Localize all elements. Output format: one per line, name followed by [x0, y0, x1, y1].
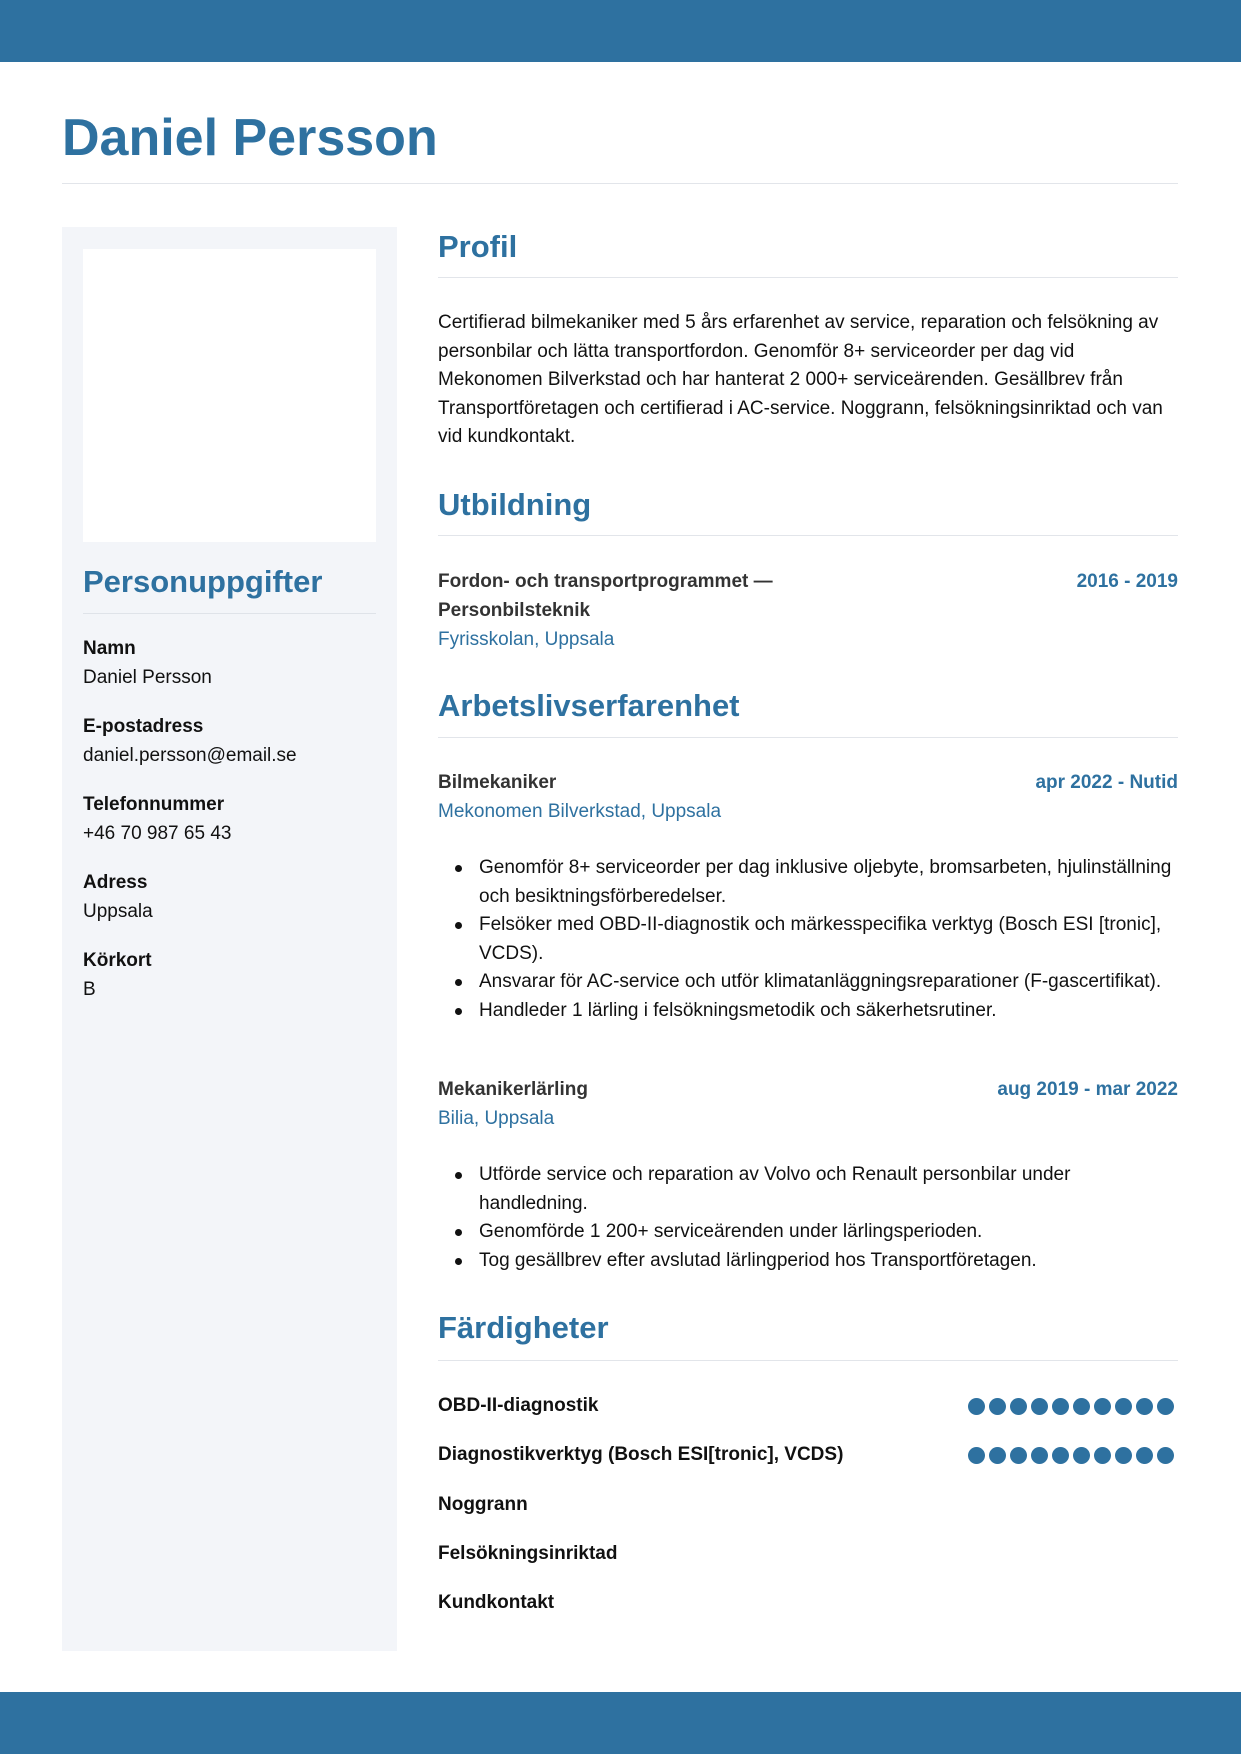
experience-bullets	[438, 1161, 1178, 1275]
info-item-license	[83, 946, 376, 1024]
list-item: Tog gesällbrev efter avslutad lärlingperiod hos Transportföretagen.	[479, 1247, 1178, 1276]
info-label: Körkort	[83, 950, 152, 971]
skill-dot	[1115, 1398, 1132, 1415]
skill-name: OBD-II-diagnostik	[438, 1395, 599, 1416]
top-accent-bar	[0, 0, 1241, 62]
info-value: daniel.persson@email.se	[83, 745, 297, 766]
list-item: Genomför 8+ serviceorder per dag inklusive oljebyte, bromsarbeten, hjulinställning och besiktningsförberedelser.	[479, 854, 1178, 911]
skill-dot	[1157, 1398, 1174, 1415]
profile-heading: Profil	[438, 229, 518, 264]
experience-bullets	[438, 854, 1178, 1026]
skill-dot	[1052, 1398, 1069, 1415]
skill-row	[438, 1440, 1178, 1470]
entry-title: Bilmekaniker	[438, 772, 557, 793]
skill-dot	[1031, 1398, 1048, 1415]
entry-date: 2016 - 2019	[1076, 571, 1178, 592]
info-label: E-postadress	[83, 716, 204, 737]
skill-dot	[1073, 1398, 1090, 1415]
list-item: Genomförde 1 200+ serviceärenden under lärlingsperioden.	[479, 1218, 1178, 1247]
sidebar-divider	[83, 613, 376, 614]
skill-dot	[1094, 1398, 1111, 1415]
info-item-address	[83, 868, 376, 946]
skill-dot	[989, 1398, 1006, 1415]
skill-dot	[968, 1447, 985, 1464]
skill-row	[438, 1391, 1178, 1421]
entry-title: Mekanikerlärling	[438, 1079, 588, 1100]
skill-row	[438, 1588, 1178, 1618]
skill-dot	[1073, 1447, 1090, 1464]
bottom-accent-bar	[0, 1692, 1241, 1754]
personal-info-heading: Personuppgifter	[83, 564, 323, 599]
info-label: Adress	[83, 872, 148, 893]
skill-name: Felsökningsinriktad	[438, 1543, 618, 1564]
experience-entry	[438, 1075, 1178, 1133]
info-value: Daniel Persson	[83, 667, 212, 688]
section-divider	[438, 737, 1178, 738]
experience-entry	[438, 768, 1178, 826]
entry-org: Fyrisskolan, Uppsala	[438, 629, 615, 650]
info-label: Telefonnummer	[83, 794, 225, 815]
entry-date: aug 2019 - mar 2022	[997, 1079, 1178, 1100]
section-divider	[438, 535, 1178, 536]
entry-title: Fordon- och transportprogrammet — Personbilsteknik	[438, 571, 773, 621]
skill-dot	[1136, 1447, 1153, 1464]
personal-info-list	[83, 634, 376, 1024]
info-item-name	[83, 634, 376, 712]
skill-dot	[989, 1447, 1006, 1464]
info-value: B	[83, 979, 96, 1000]
section-divider	[438, 1360, 1178, 1361]
education-heading: Utbildning	[438, 487, 592, 522]
info-value: +46 70 987 65 43	[83, 823, 232, 844]
skill-dot	[1031, 1447, 1048, 1464]
experience-heading: Arbetslivserfarenhet	[438, 688, 740, 723]
list-item: Handleder 1 lärling i felsökningsmetodik och säkerhetsrutiner.	[479, 997, 1178, 1026]
skill-dot	[1010, 1398, 1027, 1415]
title-divider	[62, 183, 1178, 184]
sidebar	[62, 227, 397, 1651]
skill-row	[438, 1539, 1178, 1569]
skill-name: Diagnostikverktyg (Bosch ESI[tronic], VCDS)	[438, 1444, 844, 1465]
skill-dot	[1136, 1398, 1153, 1415]
info-item-phone	[83, 790, 376, 868]
skill-name: Kundkontakt	[438, 1592, 555, 1613]
list-item: Utförde service och reparation av Volvo och Renault personbilar under handledning.	[479, 1161, 1178, 1218]
skill-level-dots	[968, 1447, 1174, 1464]
skill-row	[438, 1490, 1178, 1520]
page-title: Daniel Persson	[62, 109, 438, 167]
info-label: Namn	[83, 638, 136, 659]
info-value: Uppsala	[83, 901, 153, 922]
skill-dot	[1010, 1447, 1027, 1464]
skill-name: Noggrann	[438, 1494, 528, 1515]
skill-dot	[1094, 1447, 1111, 1464]
section-divider	[438, 277, 1178, 278]
skill-dot	[1115, 1447, 1132, 1464]
profile-photo	[83, 249, 376, 542]
skill-dot	[968, 1398, 985, 1415]
list-item: Felsöker med OBD-II-diagnostik och märkesspecifika verktyg (Bosch ESI [tronic], VCDS).	[479, 911, 1178, 968]
skill-level-dots	[968, 1398, 1174, 1415]
education-entry	[438, 567, 1178, 654]
skills-heading: Färdigheter	[438, 1310, 609, 1345]
entry-org: Bilia, Uppsala	[438, 1108, 555, 1129]
info-item-email	[83, 712, 376, 790]
entry-org: Mekonomen Bilverkstad, Uppsala	[438, 801, 722, 822]
profile-text: Certifierad bilmekaniker med 5 års erfarenhet av service, reparation och felsökning av personbilar och lätta transportfordon. Genomför 8+ serviceorder per dag vid Mekonomen Bilverkstad och har hanterat 2 000+ serviceärenden. Gesällbrev från Transportföretagen och certifierad i AC-service. Noggrann, felsökningsinriktad och van vid kundkontakt.	[438, 312, 1163, 448]
entry-date: apr 2022 - Nutid	[1035, 772, 1178, 793]
skill-dot	[1157, 1447, 1174, 1464]
skill-dot	[1052, 1447, 1069, 1464]
list-item: Ansvarar för AC-service och utför klimatanläggningsreparationer (F-gascertifikat).	[479, 968, 1178, 997]
